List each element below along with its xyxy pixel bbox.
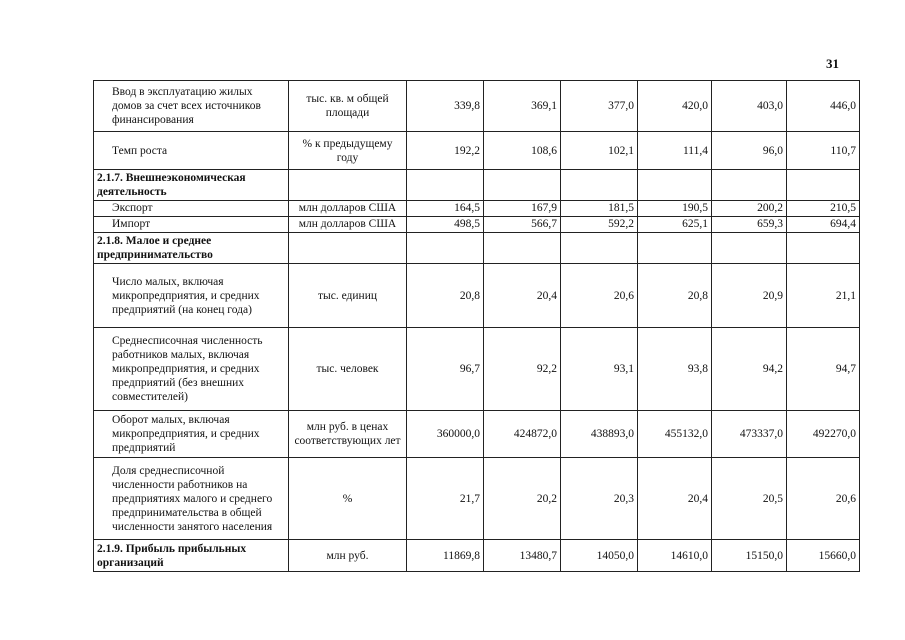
value-cell: 20,8	[638, 264, 712, 328]
empty-cell	[638, 233, 712, 264]
section-row	[94, 170, 860, 201]
value-cell: 566,7	[484, 217, 561, 233]
value-cell: 339,8	[407, 81, 484, 132]
value-cell: 210,5	[787, 201, 860, 217]
value-cell: 11869,8	[407, 540, 484, 572]
value-cell: 94,2	[712, 328, 787, 411]
value-cell: 369,1	[484, 81, 561, 132]
value-cell: 200,2	[712, 201, 787, 217]
table-row	[94, 411, 860, 458]
row-unit: млн руб.	[289, 540, 407, 572]
value-cell: 14050,0	[561, 540, 638, 572]
value-cell: 20,9	[712, 264, 787, 328]
value-cell: 21,1	[787, 264, 860, 328]
empty-cell	[289, 170, 407, 201]
row-unit: тыс. единиц	[289, 264, 407, 328]
value-cell: 111,4	[638, 132, 712, 170]
value-cell: 20,8	[407, 264, 484, 328]
value-cell: 20,4	[638, 458, 712, 540]
value-cell: 20,2	[484, 458, 561, 540]
value-cell: 15150,0	[712, 540, 787, 572]
empty-cell	[787, 170, 860, 201]
value-cell: 455132,0	[638, 411, 712, 458]
table-row	[94, 264, 860, 328]
empty-cell	[484, 233, 561, 264]
table-row	[94, 81, 860, 132]
empty-cell	[484, 170, 561, 201]
value-cell: 110,7	[787, 132, 860, 170]
table-row	[94, 458, 860, 540]
value-cell: 498,5	[407, 217, 484, 233]
row-label: Темп роста	[94, 132, 289, 170]
value-cell: 93,8	[638, 328, 712, 411]
value-cell: 96,0	[712, 132, 787, 170]
value-cell: 14610,0	[638, 540, 712, 572]
value-cell: 438893,0	[561, 411, 638, 458]
value-cell: 403,0	[712, 81, 787, 132]
row-unit: млн руб. в ценах соответствующих лет	[289, 411, 407, 458]
empty-cell	[638, 170, 712, 201]
value-cell: 20,4	[484, 264, 561, 328]
value-cell: 102,1	[561, 132, 638, 170]
empty-cell	[561, 170, 638, 201]
row-label: Оборот малых, включая микропредприятия, и средних предприятий	[94, 411, 289, 458]
page-number: 31	[826, 56, 839, 71]
row-unit: тыс. человек	[289, 328, 407, 411]
value-cell: 13480,7	[484, 540, 561, 572]
value-cell: 167,9	[484, 201, 561, 217]
row-label: Число малых, включая микропредприятия, и средних предприятий (на конец года)	[94, 264, 289, 328]
row-label: Доля среднесписочной численности работников на предприятиях малого и среднего предпринимательства в общей численности занятого населения	[94, 458, 289, 540]
value-cell: 20,3	[561, 458, 638, 540]
empty-cell	[712, 170, 787, 201]
value-cell: 625,1	[638, 217, 712, 233]
indicators-table	[93, 80, 860, 572]
empty-cell	[787, 233, 860, 264]
table-row	[94, 328, 860, 411]
value-cell: 473337,0	[712, 411, 787, 458]
value-cell: 446,0	[787, 81, 860, 132]
section-heading: 2.1.7. Внешнеэкономическая деятельность	[94, 170, 289, 201]
row-unit: тыс. кв. м общей площади	[289, 81, 407, 132]
value-cell: 694,4	[787, 217, 860, 233]
value-cell: 360000,0	[407, 411, 484, 458]
row-unit: млн долларов США	[289, 201, 407, 217]
value-cell: 94,7	[787, 328, 860, 411]
row-label: Среднесписочная численность работников малых, включая микропредприятия, и средних предприятий (без внешних совместителей)	[94, 328, 289, 411]
value-cell: 108,6	[484, 132, 561, 170]
table-row	[94, 201, 860, 217]
section-heading: 2.1.9. Прибыль прибыльных организаций	[94, 540, 289, 572]
value-cell: 492270,0	[787, 411, 860, 458]
section-row	[94, 233, 860, 264]
value-cell: 164,5	[407, 201, 484, 217]
value-cell: 659,3	[712, 217, 787, 233]
empty-cell	[289, 233, 407, 264]
value-cell: 20,5	[712, 458, 787, 540]
value-cell: 420,0	[638, 81, 712, 132]
value-cell: 21,7	[407, 458, 484, 540]
value-cell: 15660,0	[787, 540, 860, 572]
row-label: Ввод в эксплуатацию жилых домов за счет всех источников финансирования	[94, 81, 289, 132]
row-unit: млн долларов США	[289, 217, 407, 233]
value-cell: 181,5	[561, 201, 638, 217]
section-heading: 2.1.8. Малое и среднее предпринимательство	[94, 233, 289, 264]
value-cell: 192,2	[407, 132, 484, 170]
row-unit: %	[289, 458, 407, 540]
row-label: Импорт	[94, 217, 289, 233]
value-cell: 190,5	[638, 201, 712, 217]
table-row	[94, 132, 860, 170]
row-unit: % к предыдущему году	[289, 132, 407, 170]
value-cell: 424872,0	[484, 411, 561, 458]
value-cell: 20,6	[787, 458, 860, 540]
table-row	[94, 217, 860, 233]
empty-cell	[407, 170, 484, 201]
value-cell: 592,2	[561, 217, 638, 233]
value-cell: 93,1	[561, 328, 638, 411]
value-cell: 96,7	[407, 328, 484, 411]
empty-cell	[712, 233, 787, 264]
row-label: Экспорт	[94, 201, 289, 217]
value-cell: 20,6	[561, 264, 638, 328]
empty-cell	[561, 233, 638, 264]
empty-cell	[407, 233, 484, 264]
value-cell: 377,0	[561, 81, 638, 132]
value-cell: 92,2	[484, 328, 561, 411]
table-row	[94, 540, 860, 572]
